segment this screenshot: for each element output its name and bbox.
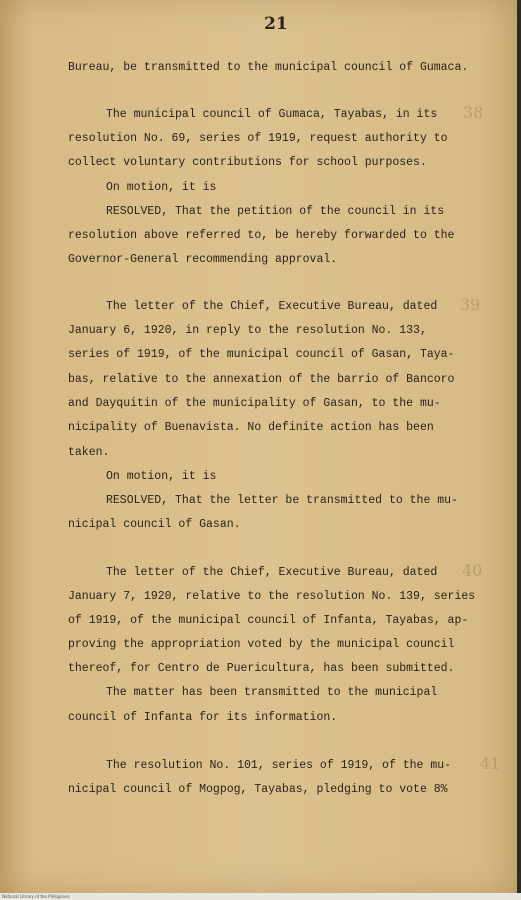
text-line: Governor-General recommending approval. [68,253,338,266]
page-number: 21 [264,14,288,34]
margin-number: 39 [460,295,481,314]
text-line: and Dayquitin of the municipality of Gasan, to the mu- [68,397,441,410]
text-line: RESOLVED, That the letter be transmitted to the mu- [106,494,458,507]
text-line: series of 1919, of the municipal council of Gasan, Taya- [68,348,455,361]
text-line: nicipality of Buenavista. No definite action has been [68,421,434,434]
text-line: The letter of the Chief, Executive Bureau, dated [106,300,438,313]
text-line: January 7, 1920, relative to the resolution No. 139, series [68,590,476,603]
text-line: nicipal council of Gasan. [68,518,241,531]
text-line: RESOLVED, That the petition of the council in its [106,205,445,218]
scan-footer-text: National Library of the Philippines [2,894,70,899]
text-line: The municipal council of Gumaca, Tayabas, in its [106,108,438,121]
text-line: nicipal council of Mogpog, Tayabas, pledging to vote 8% [68,783,448,796]
scan-footer-strip [0,893,521,900]
text-line: council of Infanta for its information. [68,711,338,724]
text-line: collect voluntary contributions for school purposes. [68,156,427,169]
margin-number: 38 [463,103,484,122]
text-line: On motion, it is [106,181,217,194]
text-line: On motion, it is [106,470,217,483]
text-line: The letter of the Chief, Executive Bureau, dated [106,566,438,579]
margin-number: 40 [462,561,483,580]
text-line: The matter has been transmitted to the municipal [106,686,438,699]
margin-number: 41 [480,754,501,773]
text-line: thereof, for Centro de Puericultura, has been submitted. [68,662,455,675]
text-line: Bureau, be transmitted to the municipal council of Gumaca. [68,61,469,74]
text-line: January 6, 1920, in reply to the resolution No. 133, [68,324,427,337]
text-line: taken. [68,446,110,459]
text-line: resolution above referred to, be hereby forwarded to the [68,229,455,242]
text-line: proving the appropriation voted by the municipal council [68,638,455,651]
text-line: The resolution No. 101, series of 1919, of the mu- [106,759,452,772]
text-line: bas, relative to the annexation of the barrio of Bancoro [68,373,455,386]
text-line: of 1919, of the municipal council of Infanta, Tayabas, ap- [68,614,469,627]
text-line: resolution No. 69, series of 1919, request authority to [68,132,448,145]
